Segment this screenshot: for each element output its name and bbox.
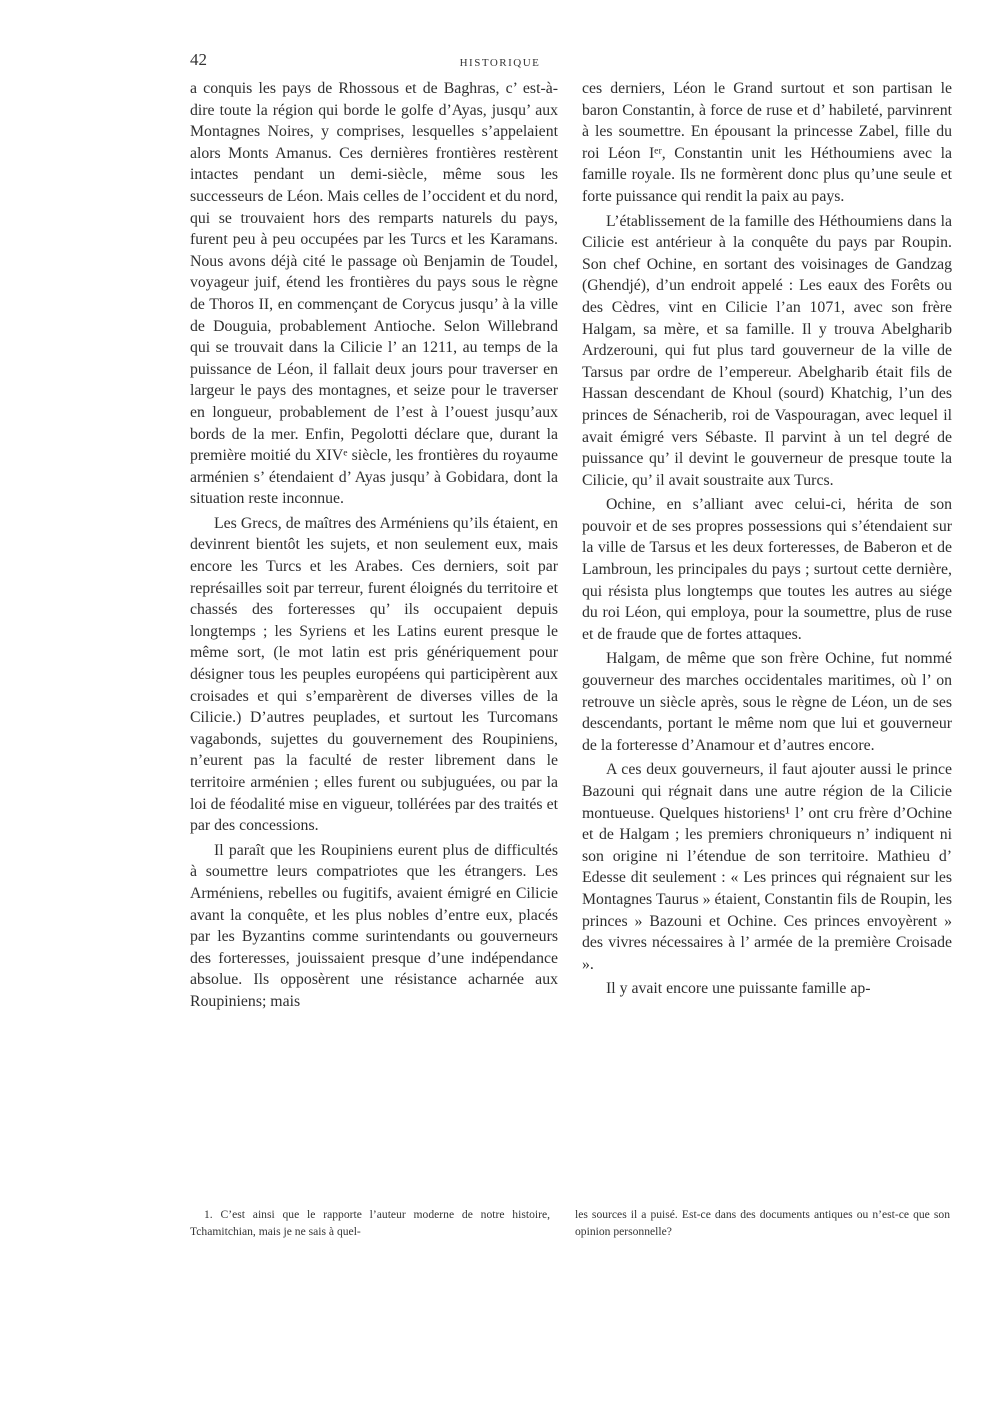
paragraph: Il y avait encore une puissante famille ap- [606, 980, 871, 998]
paragraph: Halgam, de même que son frère Ochine, fut nommé gouverneur des marches occidentales maritimes, où l’ on retrouve un siècle après, sous le règne de Léon, un de ses descendants, portant le même nom que lui et gouverneur de la forteresse d’Anamour et d’autres encore. [582, 650, 952, 754]
footnote-text: les sources il a puisé. Est-ce dans des documents antiques ou n’est-ce que son opinion personnelle? [575, 1208, 950, 1238]
footnote-left [190, 1206, 550, 1240]
paragraph: Les Grecs, de maîtres des Arméniens qu’ils étaient, en devinrent bientôt les sujets, et non seulement eux, mais encore les Turcs et les Arabes. Ces derniers, soit par représailles soit par terreur, furent éloignés du territoire et chassés des forteresses qu’ ils occupaient depuis longtemps ; les Syriens et les Latins eurent presque le même sort, (le mot latin est pris génériquement pour désigner tous les peuples européens qui participèrent aux croisades et qui s’emparèrent de diverses villes de la Cilicie.) D’autres peuplades, et surtout les Turcomans vagabonds, sujettes du gouvernement des Roupiniens, n’eurent pas la faculté de rester librement dans le territoire arménien ; elles furent ou subjuguées, ou par la loi de féodalité mise en vigueur, tollérées par des traités et par des concessions. [190, 514, 558, 835]
running-head: HISTORIQUE [459, 57, 541, 69]
footnote-text: 1. C’est ainsi que le rapporte l’auteur moderne de notre histoire, Tchamitchian, mais je ne sais à quel- [190, 1208, 550, 1238]
right-column [582, 78, 952, 1000]
paragraph: a conquis les pays de Rhossous et de Baghras, c’ est-à-dire toute la région qui borde le golfe d’Ayas, jusqu’ aux Montagnes Noires, y comprises, lesquelles s’appelaient alors Monts Amanus. Ces dernières frontières restèrent intactes pendant un demi-siècle, même sous les successeurs de Léon. Mais celles de l’occident et du nord, qui se trouvaient hors des remparts naturels du pays, furent peu à peu occupées par les Turcs et les Karamans. Nous avons déjà cité le passage où Benjamin de Toudel, voyageur juif, étend les frontières du pays sous le règne de Thoros II, en commençant de Corycus jusqu’ à la ville de Douguia, probablement Antioche. Selon Willebrand qui se trouvait dans la Cilicie l’ an 1211, au temps de la puissance de Léon, il fallait deux jours pour traverser en largeur le pays des montagnes, et seize pour le traverser en longueur, probablement de l’est à l’ouest jusqu’aux bords de la mer. Enfin, Pegolotti déclare que, durant la première moitié du XIVᵉ siècle, les frontières du royaume arménien s’ étendaient d’ Ayas jusqu’ à Gobidara, dont la situation reste inconnue. [190, 80, 558, 508]
paragraph: Il paraît que les Roupiniens eurent plus de difficultés à soumettre leurs compatriotes que les étrangers. Les Arméniens, rebelles ou fugitifs, avaient émigré en Cilicie avant la conquête, et les plus nobles d’entre eux, placés par les Byzantins comme surintendants ou gouverneurs des forteresses, jouissaient presque d’une indépendance absolue. Ils opposèrent une résistance acharnée aux Roupiniens; mais [190, 841, 558, 1010]
paragraph: ces derniers, Léon le Grand surtout et son partisan le baron Constantin, à force de ruse et d’ habileté, parvinrent à les soumettre. En épousant la princesse Zabel, fille du roi Léon Iᵉʳ, Constantin unit les Héthoumiens avec la famille royale. Ils ne formèrent donc plus qu’une seule et forte puissance qui rendit la paix au pays. [582, 80, 952, 205]
page-number: 42 [190, 50, 207, 69]
paragraph: A ces deux gouverneurs, il faut ajouter aussi le prince Bazouni qui régnait dans une autre région de la Cilicie montueuse. Quelques historiens¹ l’ ont cru frère d’Ochine et de Halgam ; les premiers chroniqueurs n’ indiquent ni son origine ni l’étendue de son territoire. Mathieu d’ Edesse dit seulement : « Les princes qui régnaient sur les Montagnes Taurus » étaient, Constantin fils de Roupin, les princes » Bazouni et Ochine. Ces princes envoyèrent » des vivres nécessaires à l’ armée de la première Croisade ». [582, 761, 952, 973]
footnote-right [575, 1206, 950, 1240]
paragraph: Ochine, en s’alliant avec celui-ci, hérita de son pouvoir et de ses propres possessions qui s’étendaient sur la ville de Tarsus et les deux forteresses, de Baberon et de Lambroun, les principales du pays ; surtout cette dernière, qui résista plus longtemps que toutes les autres au siége du roi Léon, qui employa, pour la soumettre, plus de ruse et de fraude que de fortes attaques. [582, 496, 952, 643]
left-column [190, 78, 558, 1013]
paragraph: L’établissement de la famille des Héthoumiens dans la Cilicie est antérieur à la conquête du pays par Roupin. Son chef Ochine, en sortant des voisinages de Gandzag (Ghendjé), d’un endroit appelé : Les eaux des Forêts ou des Cèdres, vint en Cilicie l’an 1071, avec son frère Halgam, sa mère, et sa famille. Il y trouva Abelgharib Ardzerouni, qui fut plus tard gouverneur de la ville de Tarsus par ordre de l’empereur. Abelgharib était fils de Hassan descendant de Khoul (sourd) Khatchig, l’un des princes de Sénacherib, roi de Vaspouragan, avec lequel il avait émigré vers Sébaste. Il parvint à un tel degré de puissance qu’ il devint le gouverneur de presque toute la Cilicie, qu’ il avait soustraite aux Turcs. [582, 212, 952, 489]
